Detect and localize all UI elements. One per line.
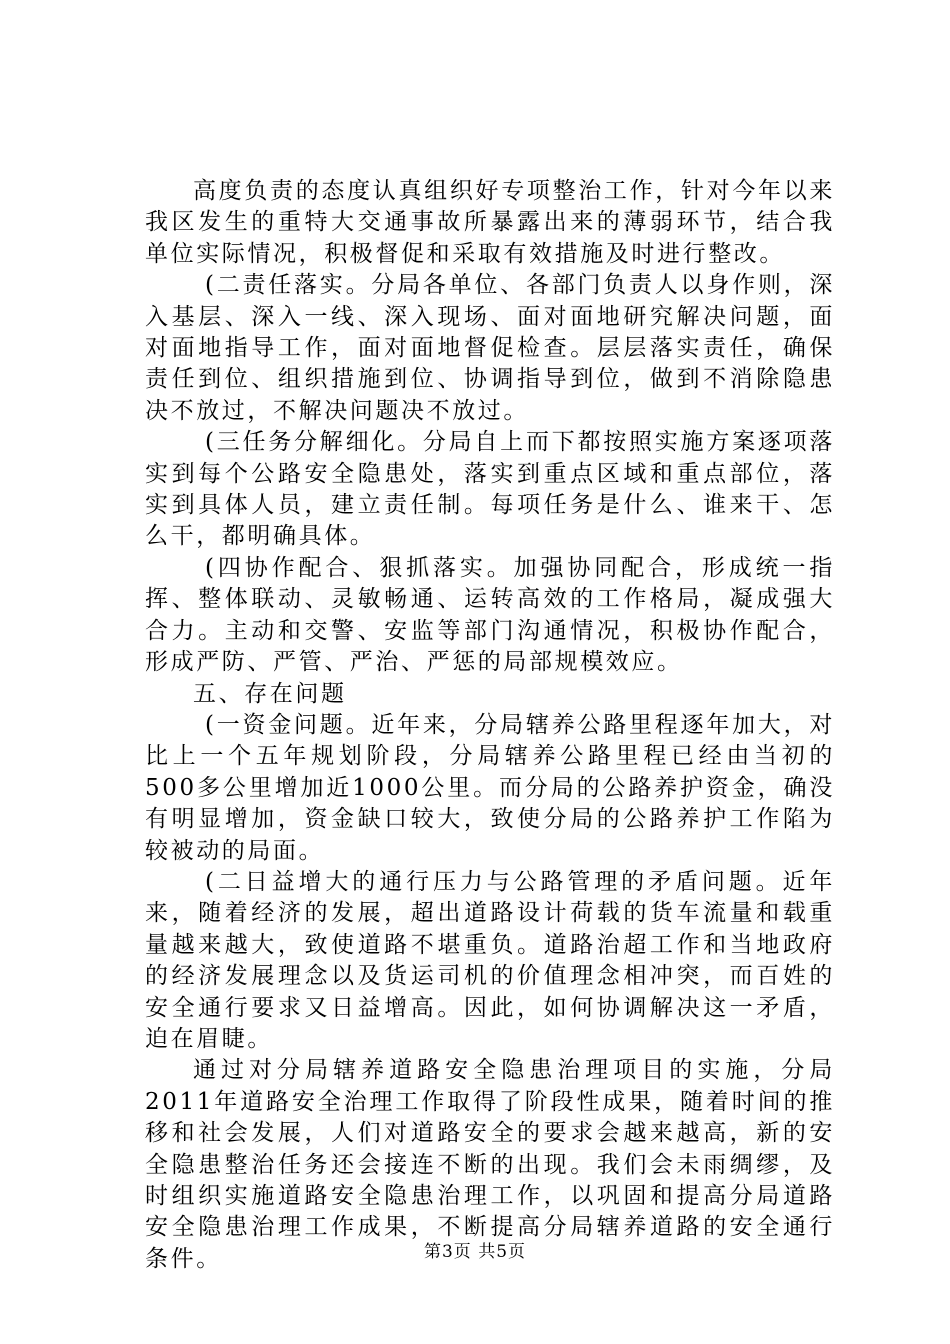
paragraph-responsibility: (二责任落实。分局各单位、各部门负责人以身作则，深入基层、深入一线、深入现场、面对面地研究解决问题，面对面地指导工作，面对面地督促检查。层层落实责任，确保责任到位、组织措施到位、协调指导到位，做到不消除隐患决不放过，不解决问题决不放过。 — [145, 272, 835, 424]
page-footer: 第3页 共5页 — [423, 1242, 527, 1262]
paragraph-traffic-pressure: (二日益增大的通行压力与公路管理的矛盾问题。近年来，随着经济的发展，超出道路设计荷载的货车流量和载重量越来越大，致使道路不堪重负。道路治超工作和当地政府的经济发展理念以及货运司机的价值理念相冲突，而百姓的安全通行要求又日益增高。因此，如何协调解决这一矛盾，迫在眉睫。 — [145, 868, 835, 1052]
paragraph-conclusion: 通过对分局辖养道路安全隐患治理项目的实施，分局2011年道路安全治理工作取得了阶段性成果，随着时间的推移和社会发展，人们对道路安全的要求会越来越高，新的安全隐患整治任务还会接连不断的出现。我们会未雨绸缪，及时组织实施道路安全隐患治理工作，以巩固和提高分局道路安全隐患治理工作成果，不断提高分局辖养道路的安全通行条件。 — [145, 1057, 835, 1272]
section-heading-problems: 五、存在问题 — [193, 680, 347, 707]
paragraph-cooperation: (四协作配合、狠抓落实。加强协同配合，形成统一指挥、整体联动、灵敏畅通、运转高效的工作格局，凝成强大合力。主动和交警、安监等部门沟通情况，积极协作配合，形成严防、严管、严治、严惩的局部规模效应。 — [145, 554, 835, 676]
paragraph-intro: 高度负责的态度认真组织好专项整治工作，针对今年以来我区发生的重特大交通事故所暴露出来的薄弱环节，结合我单位实际情况，积极督促和采取有效措施及时进行整改。 — [145, 178, 835, 267]
paragraph-funding-problem: (一资金问题。近年来，分局辖养公路里程逐年加大，对比上一个五年规划阶段，分局辖养公路里程已经由当初的500多公里增加近1000公里。而分局的公路养护资金，确没有明显增加，资金缺口较大，致使分局的公路养护工作陷为较被动的局面。 — [145, 711, 835, 864]
paragraph-task-breakdown: (三任务分解细化。分局自上而下都按照实施方案逐项落实到每个公路安全隐患处，落实到重点区域和重点部位，落实到具体人员，建立责任制。每项任务是什么、谁来干、怎么干，都明确具体。 — [145, 429, 835, 550]
document-body — [145, 176, 835, 1275]
